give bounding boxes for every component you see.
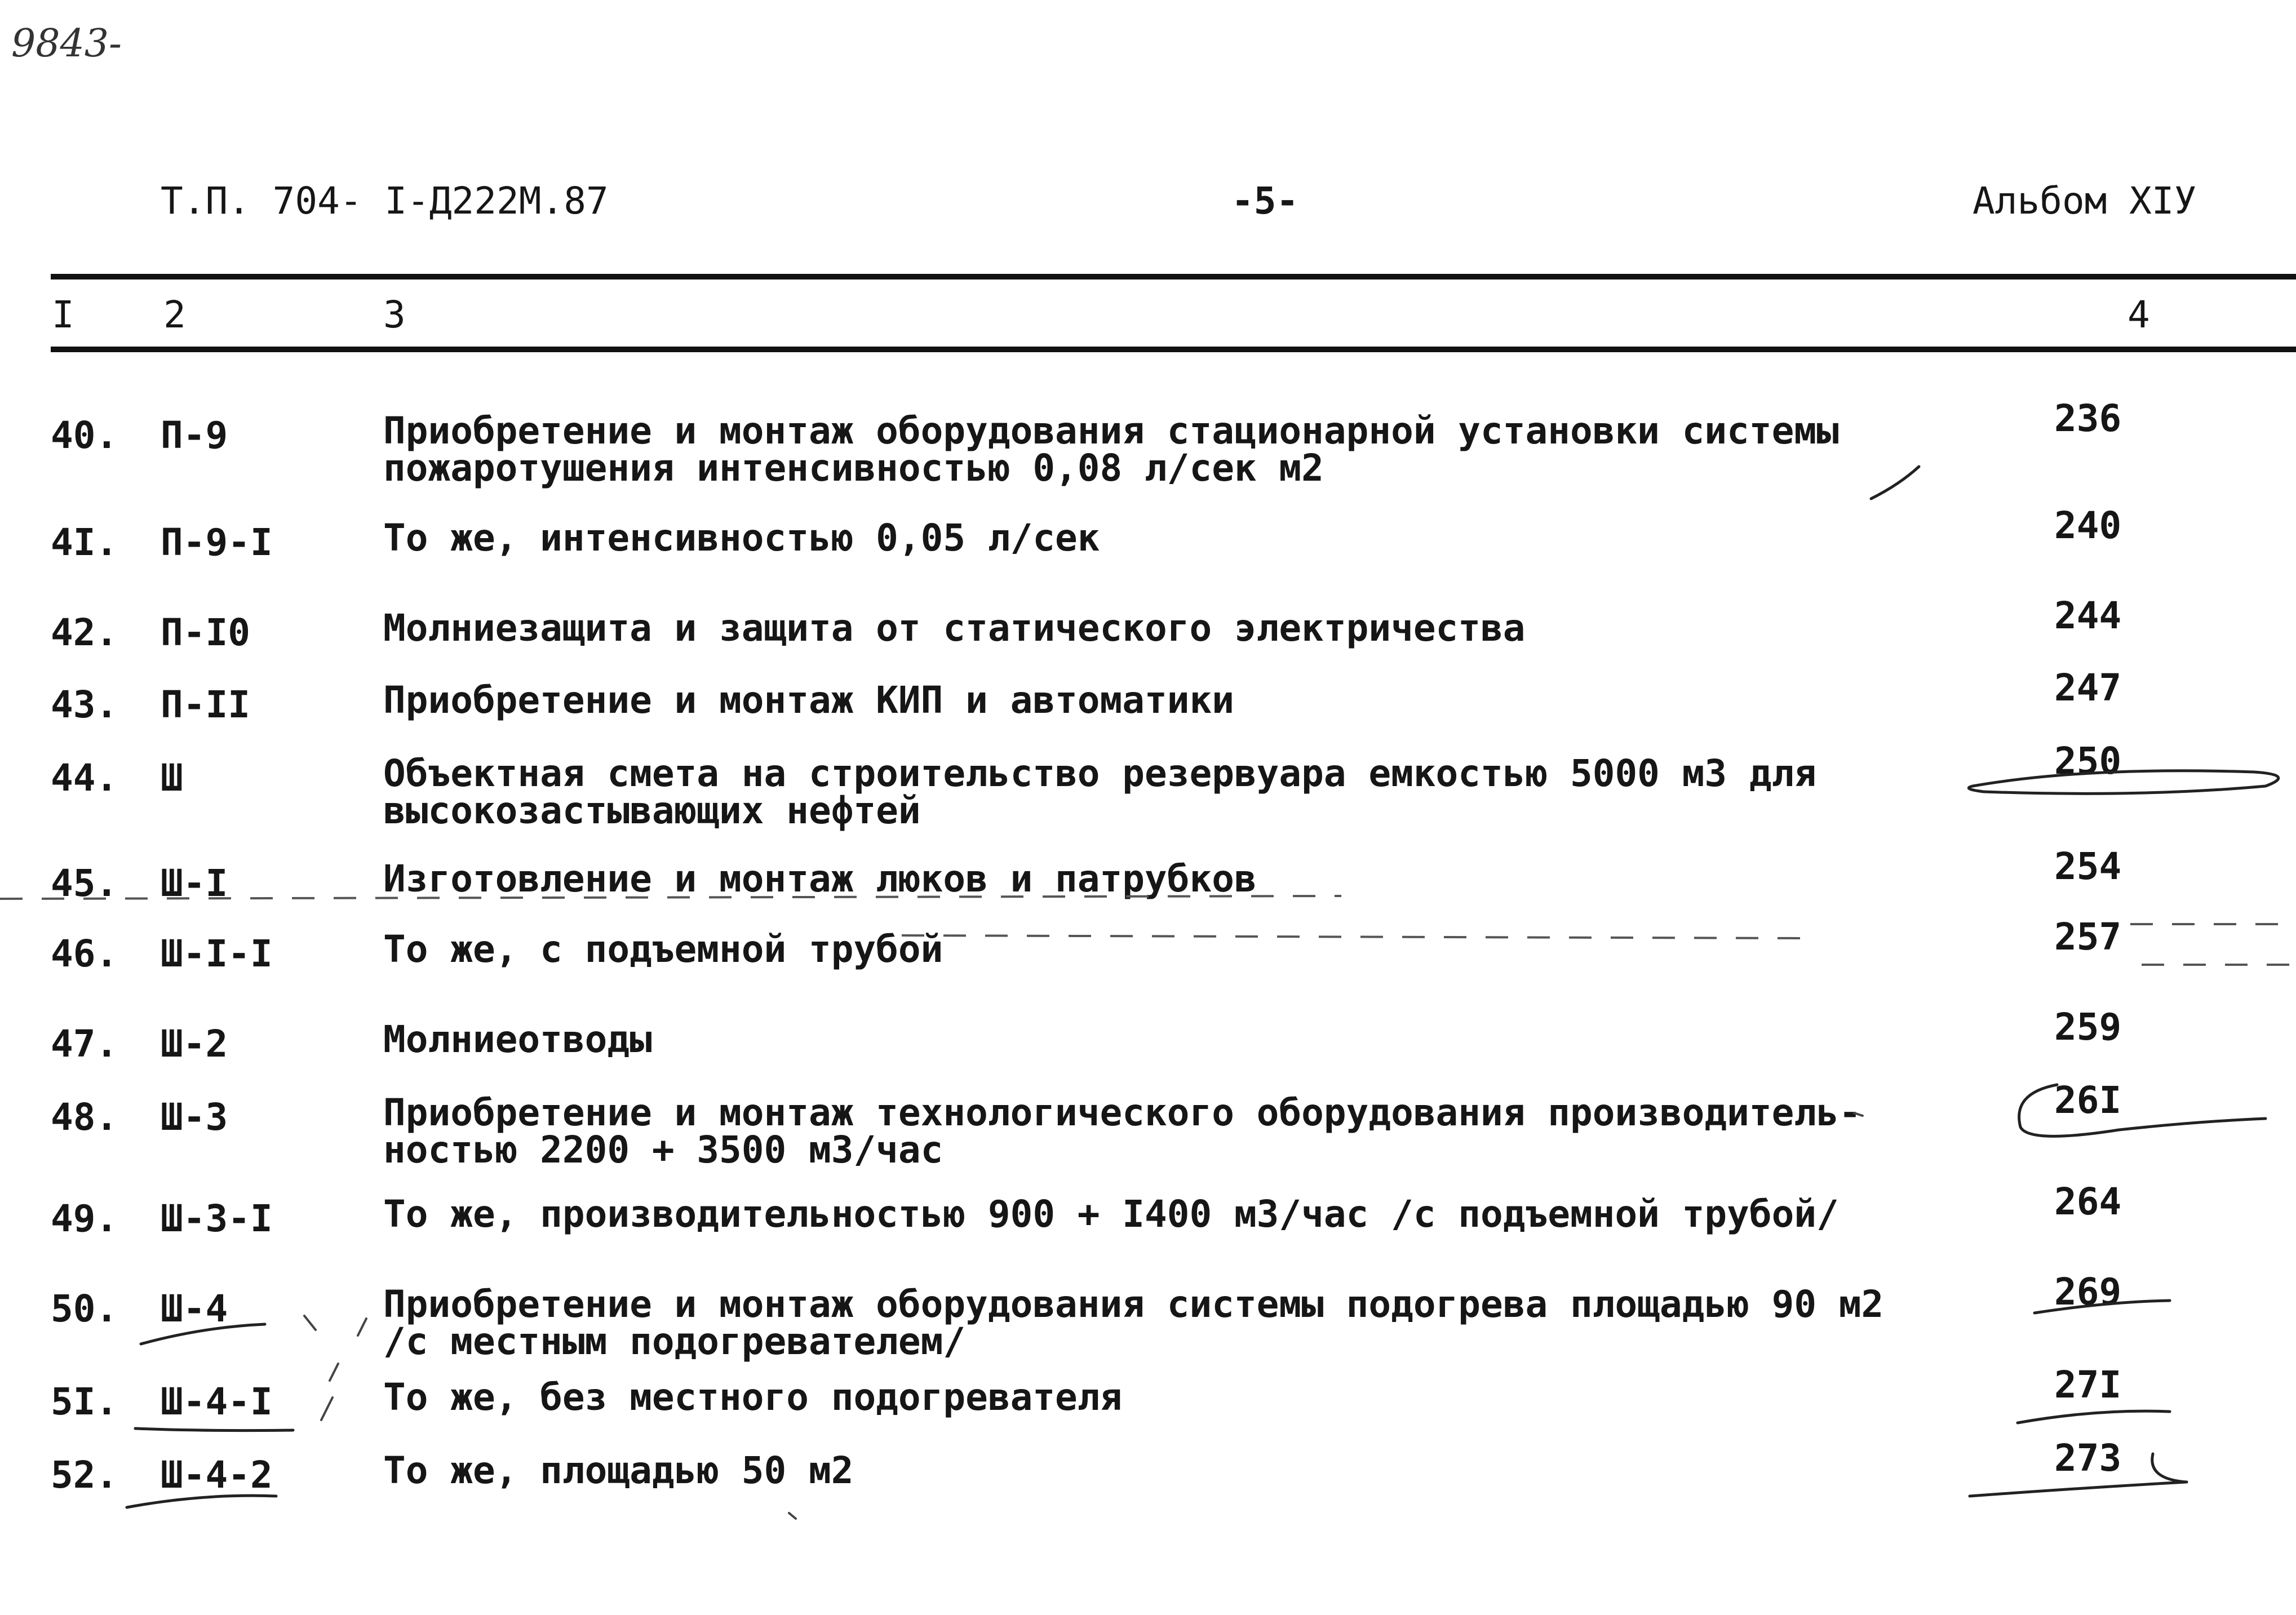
entry-page-number: 244 <box>2054 594 2122 637</box>
entry-title-line: Изготовление и монтаж люков и патрубков <box>383 857 1257 900</box>
entry-code: Ш-3-I <box>161 1197 273 1240</box>
stray-tick-48 <box>1854 1113 1863 1116</box>
entry-page-number: 273 <box>2054 1436 2122 1480</box>
album-label: Альбом XIУ <box>1973 179 2197 223</box>
entry-title-line: Приобретение и монтаж КИП и автоматики <box>383 678 1234 722</box>
entry-title-line: Приобретение и монтаж технологического оборудования производитель- <box>383 1091 1861 1134</box>
entry-title-line: То же, производительностью 900 + I400 м3/час /с подъемной трубой/ <box>383 1192 1839 1236</box>
entry-number: 50. <box>51 1287 118 1330</box>
entry-title-line: То же, площадью 50 м2 <box>383 1449 854 1492</box>
entry-title-line: пожаротушения интенсивностью 0,08 л/сек м2 <box>383 446 1324 490</box>
entry-number: 40. <box>51 414 118 457</box>
entry-title-line: высокозастывающих нефтей <box>383 789 921 832</box>
stray-dashed-line-46 <box>902 935 1803 938</box>
stray-tick-bottom <box>789 1513 796 1519</box>
entry-code: П-II <box>161 683 250 726</box>
column-number-3: 3 <box>383 293 406 336</box>
entry-code: Ш <box>161 756 183 800</box>
document-code: Т.П. 704- I-Д222М.87 <box>161 179 609 223</box>
pen-loop-261 <box>2019 1085 2266 1136</box>
entry-title-line: /с местным подогревателем/ <box>383 1320 966 1363</box>
entry-page-number: 27I <box>2054 1363 2122 1407</box>
entry-title-line: ностью 2200 + 3500 м3/час <box>383 1128 943 1172</box>
column-number-4: 4 <box>2127 293 2150 336</box>
entry-number: 46. <box>51 932 118 975</box>
entry-title-line: То же, без местного подогревателя <box>383 1376 1123 1419</box>
entry-code: П-I0 <box>161 611 250 654</box>
entry-title-line: Объектная смета на строительство резервуара емкостью 5000 м3 для <box>383 752 1817 795</box>
entry-title-line: Молниеотводы <box>383 1018 652 1061</box>
entry-number: 45. <box>51 862 118 905</box>
stray-slash-3 <box>358 1319 366 1336</box>
column-number-2: 2 <box>163 293 186 336</box>
entry-number: 43. <box>51 683 118 726</box>
pen-underline-269 <box>2035 1301 2170 1313</box>
entry-title-line: Приобретение и монтаж оборудования стационарной установки системы <box>383 409 1839 452</box>
entry-page-number: 264 <box>2054 1180 2122 1223</box>
pen-tick-40 <box>1871 467 1919 499</box>
entry-page-number: 250 <box>2054 739 2122 783</box>
entry-page-number: 269 <box>2054 1270 2122 1314</box>
entry-page-number: 254 <box>2054 845 2122 888</box>
entry-page-number: 247 <box>2054 666 2122 709</box>
entry-code: Ш-2 <box>161 1022 228 1066</box>
entry-code: Ш-I-I <box>161 932 273 975</box>
entry-page-number: 26I <box>2054 1079 2122 1122</box>
stray-slash-1 <box>304 1316 316 1330</box>
stray-dashed-line-45 <box>0 896 1341 899</box>
pen-hook-273 <box>2152 1454 2187 1482</box>
entry-code: Ш-4-2 <box>161 1453 273 1497</box>
entry-page-number: 257 <box>2054 915 2122 959</box>
pen-underline-51 <box>135 1428 293 1431</box>
pen-underline-273 <box>1970 1482 2187 1496</box>
pen-underline-271 <box>2018 1411 2170 1423</box>
entry-title-line: Приобретение и монтаж оборудования системы подогрева площадью 90 м2 <box>383 1283 1884 1326</box>
entry-title-line: То же, интенсивностью 0,05 л/сек <box>383 516 1100 560</box>
entry-number: 42. <box>51 611 118 654</box>
entry-title-line: То же, с подъемной трубой <box>383 928 943 971</box>
entry-number: 52. <box>51 1453 118 1497</box>
entry-number: 47. <box>51 1022 118 1066</box>
entry-number: 5I. <box>51 1380 118 1423</box>
entry-number: 44. <box>51 756 118 800</box>
handwritten-archive-number: 9843- <box>11 21 122 66</box>
column-number-1: I <box>52 293 74 336</box>
entry-code: Ш-3 <box>161 1095 228 1139</box>
stray-slash-4 <box>321 1397 333 1420</box>
entry-number: 4I. <box>51 521 118 564</box>
entry-page-number: 236 <box>2054 397 2122 440</box>
entry-code: Ш-4-I <box>161 1380 273 1423</box>
pen-oval-250 <box>1969 771 2278 794</box>
page-number: -5- <box>1231 179 1299 223</box>
entry-code: Ш-4 <box>161 1287 228 1330</box>
entry-code: П-9-I <box>161 521 273 564</box>
entry-number: 49. <box>51 1197 118 1240</box>
entry-page-number: 240 <box>2054 504 2122 547</box>
entry-code: Ш-I <box>161 862 228 905</box>
entry-number: 48. <box>51 1095 118 1139</box>
pen-underline-50 <box>141 1324 265 1344</box>
entry-page-number: 259 <box>2054 1005 2122 1049</box>
pen-underline-52 <box>127 1496 276 1507</box>
stray-slash-2 <box>330 1364 338 1381</box>
entry-code: П-9 <box>161 414 228 457</box>
entry-title-line: Молниезащита и защита от статического электричества <box>383 606 1526 650</box>
